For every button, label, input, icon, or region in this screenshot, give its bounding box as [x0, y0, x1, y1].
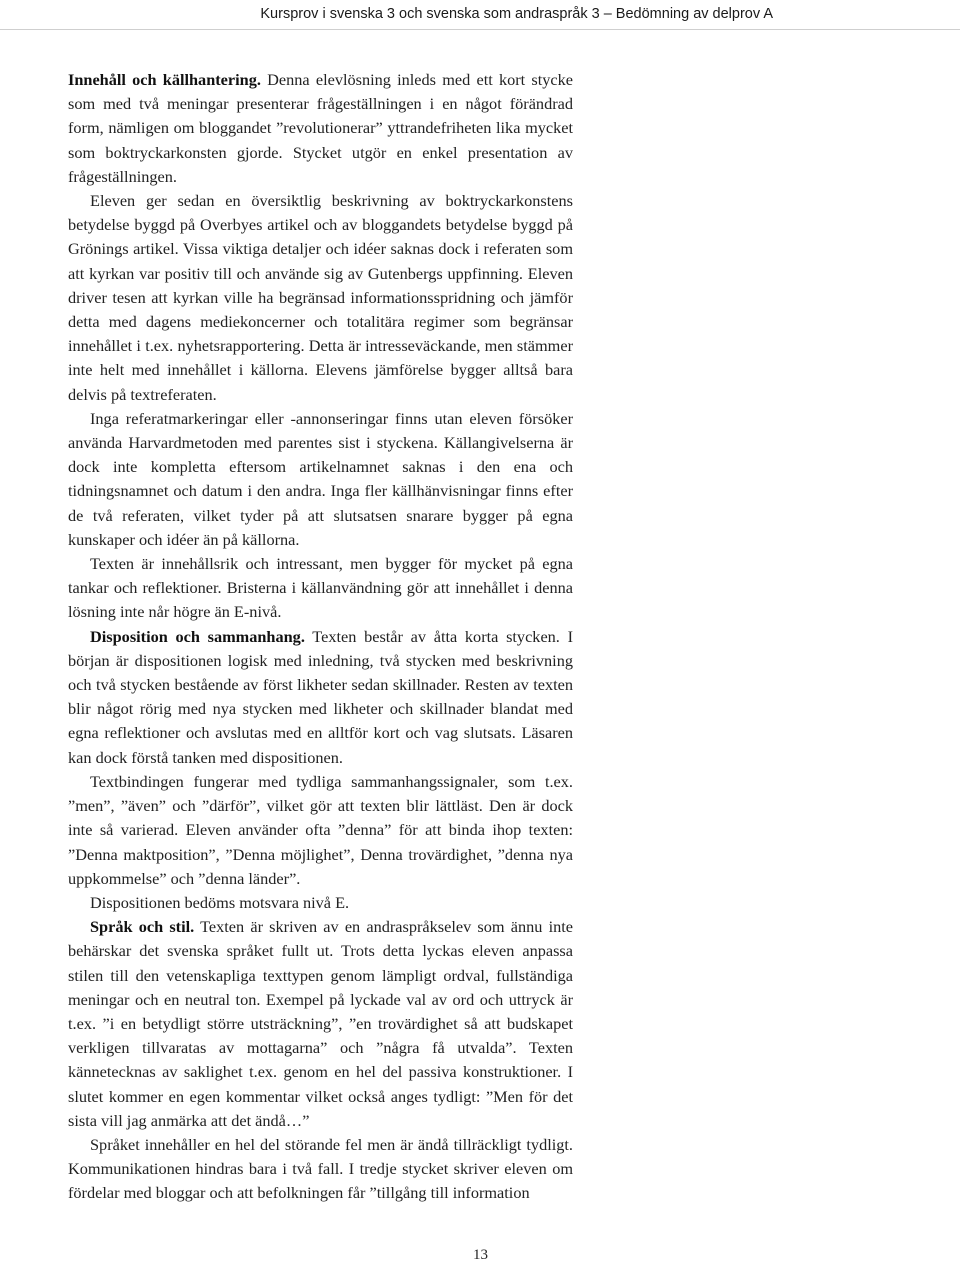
- style-paragraph-1-text: Texten är skriven av en andraspråkselev som ännu inte behärskar det svenska språket fullt ut. Trots detta lyckas eleven anpassa stilen till den vetenskapliga texttypen genom lämpligt ordval, fullständiga meningar och en neutral ton. Exempel på lyckade val av ord och uttryck är t.ex. ”i en betydligt större utsträckning”, ”en trovärdighet så att budskapet verkligen tillvaratas av mottagarna” och ”några få utvalda”. Texten kännetecknas av saklighet t.ex. genom en hel del passiva konstruktioner. I slutet kommer en egen kommentar vilket också anges tydligt: ”Men för det sista vill jag anmärka att det ändå…”: [68, 917, 573, 1130]
- content-paragraph-4: Texten är innehållsrik och intressant, men bygger för mycket på egna tankar och reflektioner. Bristerna i källanvändning gör att innehållet i denna lösning inte når högre än E-nivå.: [68, 554, 573, 622]
- style-paragraph-1: [68, 915, 573, 1133]
- document-body: [68, 68, 573, 1206]
- disposition-heading: Disposition och sammanhang.: [90, 626, 305, 646]
- style-paragraph-2: Språket innehåller en hel del störande fel men är ändå tillräckligt tydligt. Kommunikationen hindras bara i två fall. I tredje stycket skriver eleven om fördelar med bloggar och att befolkningen får ”tillgång till information: [68, 1134, 573, 1203]
- style-heading: Språk och stil.: [90, 917, 195, 937]
- disposition-paragraph-2: Textbindingen fungerar med tydliga sammanhangssignaler, som t.ex. ”men”, ”även” och ”därför”, vilket gör att texten blir lättläst. Den är dock inte så varierad. Eleven använder ofta ”denna” för att binda ihop texten: ”Denna maktposition”, ”Denna möjlighet”, Denna trovärdighet, ”denna nya uppkommelse” och ”denna länder”.: [68, 771, 573, 888]
- disposition-paragraph-1: [68, 625, 573, 770]
- header-title: Kursprov i svenska 3 och svenska som andraspråk 3 – Bedömning av delprov A: [260, 6, 773, 22]
- disposition-paragraph-1-text: Texten består av åtta korta stycken. I början är dispositionen logisk med inledning, två stycken med beskrivning och två stycken bestående av först likheter sedan skillnader. Resten av texten blir något rörig med nya stycken med likheter och skillnader blandat med egna reflektioner och avslutas med en alltför kort och vag slutsats. Läsaren kan dock förstå tanken med dispositionen.: [68, 626, 574, 767]
- content-paragraph-3: Inga referatmarkeringar eller -annonseringar finns utan eleven försöker använda Harvardmetoden med parentes sist i styckena. Källangivelserna är dock inte kompletta eftersom artikelnamnet saknas i den ena och tidningsnamnet och datum i den andra. Inga fler källhänvisningar finns efter de två referaten, vilket tyder på att slutsatsen snarare bygger på egna kunskaper och idéer än på källorna.: [68, 408, 573, 549]
- page-number: 13: [473, 1247, 488, 1263]
- content-paragraph-1: [68, 68, 573, 189]
- content-paragraph-2: Eleven ger sedan en översiktlig beskrivning av boktryckarkonstens betydelse byggd på Overbyes artikel och av bloggandets betydelse byggd på Grönings artikel. Vissa viktiga detaljer och idéer saknas dock i referaten som att kyrkan var positiv till och använde sig av Gutenbergs uppfinning. Eleven driver tesen att kyrkan ville ha begränsad informationsspridning och jämför detta med dagens mediekoncerner och totalitära regimer som begränsar innehållet i t.ex. nyhetsrapportering. Detta är intresseväckande, men stämmer inte helt med innehållet i källorna. Elevens jämförelse bygger alltså bara delvis på textreferaten.: [68, 191, 573, 404]
- disposition-paragraph-3: Dispositionen bedöms motsvara nivå E.: [90, 892, 350, 912]
- page-header: [0, 0, 960, 30]
- content-heading: Innehåll och källhantering.: [68, 70, 261, 89]
- content-paragraph-1-text: Denna elevlösning inleds med ett kort stycke som med två meningar presenterar frågeställningen i en något förändrad form, nämligen om bloggandet ”revolutionerar” yttrandefriheten lika mycket som boktryckarkonsten gjorde. Stycket utgör en enkel presentation av frågeställningen.: [68, 70, 573, 186]
